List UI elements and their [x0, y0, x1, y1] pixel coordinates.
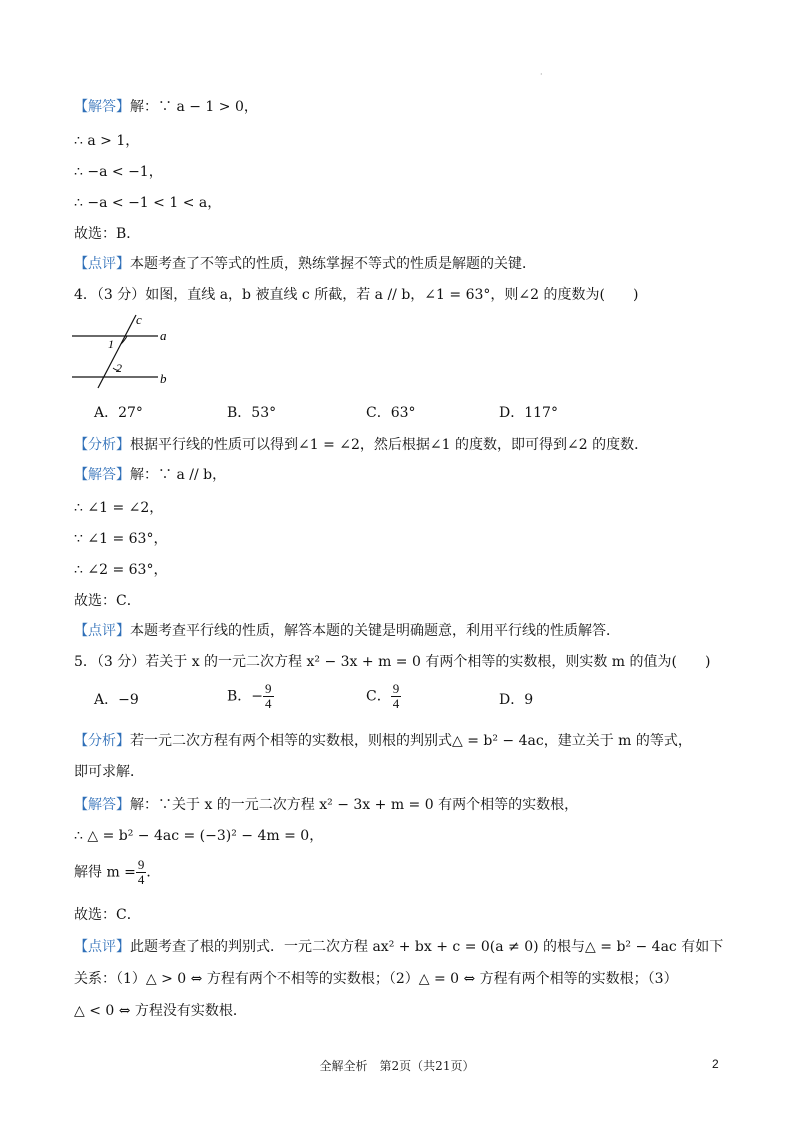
q5-review-line-1 — [74, 937, 723, 957]
q4-answer-line-3: ∵ ∠1 = 63°， — [74, 531, 168, 547]
q5-option-a: A．−9 — [94, 692, 139, 708]
header-mark: · — [540, 70, 543, 79]
q5-answer-text: 解：∵关于 x 的一元二次方程 x² − 3x + m = 0 有两个相等的实数根， — [130, 797, 579, 813]
q5-analysis-line-2: 即可求解． — [74, 764, 144, 780]
q4-review-text: 本题考查平行线的性质，解答本题的关键是明确题意，利用平行线的性质解答． — [130, 623, 620, 639]
fraction-numerator: 9 — [265, 681, 272, 696]
fraction — [136, 858, 147, 887]
q5-option-c — [366, 682, 401, 711]
label-2: 2 — [116, 361, 122, 375]
q3-answer-line-3: ∴ −a < −1， — [74, 164, 163, 180]
q4-answer-line-2: ∴ ∠1 = ∠2， — [74, 500, 164, 516]
fraction-numerator: 9 — [392, 681, 400, 696]
q5-review-line-3: △ < 0 ⇔ 方程没有实数根． — [74, 1003, 247, 1019]
q5-solve-prefix: 解得 m = — [74, 864, 136, 881]
q4-parallel-lines-figure — [70, 310, 180, 390]
label-a: a — [160, 328, 167, 343]
q5-review-line-2: 关系：（1）△ > 0 ⇔ 方程有两个不相等的实数根；（2）△ = 0 ⇔ 方程有两个相等的实数根；（3） — [74, 971, 678, 987]
fraction — [391, 682, 402, 711]
q5-answer-line-2: ∴ △ = b² − 4ac = (−3)² − 4m = 0， — [74, 828, 324, 844]
fraction-denominator: 4 — [392, 696, 400, 711]
fraction-denominator: 4 — [137, 872, 145, 887]
q3-answer-text: 解：∵ a − 1 > 0， — [130, 99, 258, 115]
q4-option-b: B．53° — [227, 405, 277, 421]
q3-answer-line-4: ∴ −a < −1 < 1 < a， — [74, 195, 222, 211]
q4-analysis-text: 根据平行线的性质可以得到∠1 = ∠2，然后根据∠1 的度数，即可得到∠2 的度数． — [130, 437, 649, 453]
page-footer: 全解全析 第2页（共21页） — [319, 1059, 475, 1073]
analysis-tag: 【分析】 — [74, 733, 130, 749]
q3-choice: 故选：B． — [74, 226, 141, 242]
q4-analysis-line — [74, 435, 648, 455]
q5-analysis-line-1 — [74, 731, 692, 751]
label-b: b — [160, 371, 167, 386]
q5-stem: 5．（3 分）若关于 x 的一元二次方程 x² − 3x + m = 0 有两个相等的实数根，则实数 m 的值为( ) — [74, 654, 711, 670]
page-number: 2 — [712, 1057, 719, 1071]
fraction-denominator: 4 — [265, 696, 272, 711]
answer-tag: 【解答】 — [74, 467, 130, 483]
review-tag: 【点评】 — [74, 939, 130, 955]
q5-solve-suffix: ． — [146, 864, 161, 881]
fraction-numerator: 9 — [137, 857, 145, 872]
q5-answer-line-3 — [74, 858, 160, 887]
q3-review-text: 本题考查了不等式的性质，熟练掌握不等式的性质是解题的关键． — [130, 256, 536, 272]
q4-stem: 4．（3 分）如图，直线 a，b 被直线 c 所截，若 a // b，∠1 = 63°，则∠2 的度数为( ) — [74, 287, 639, 303]
review-tag: 【点评】 — [74, 256, 130, 272]
q4-review-line — [74, 621, 620, 641]
q4-answer-text: 解：∵ a // b， — [130, 467, 227, 483]
q3-review-line — [74, 254, 536, 274]
q5-option-b-prefix: B．− — [227, 688, 264, 705]
q4-option-a: A．27° — [94, 405, 143, 421]
analysis-tag: 【分析】 — [74, 437, 130, 453]
q5-analysis-text: 若一元二次方程有两个相等的实数根，则根的判别式△ = b² − 4ac，建立关于 m 的等式， — [130, 733, 692, 749]
q4-option-d: D．117° — [499, 405, 558, 421]
q3-answer-line-1 — [74, 97, 258, 117]
q5-choice: 故选：C． — [74, 907, 141, 923]
q5-review-text: 此题考查了根的判别式．一元二次方程 ax² + bx + c = 0(a ≠ 0) 的根与△ = b² − 4ac 有如下 — [130, 939, 724, 955]
answer-tag: 【解答】 — [74, 797, 130, 813]
q5-option-d: D．9 — [499, 692, 534, 708]
q3-answer-line-2: ∴ a > 1， — [74, 133, 140, 149]
q4-answer-line-4: ∴ ∠2 = 63°， — [74, 562, 168, 578]
label-1: 1 — [108, 337, 114, 351]
q5-option-b — [227, 682, 274, 711]
review-tag: 【点评】 — [74, 623, 130, 639]
q4-choice: 故选：C． — [74, 593, 141, 609]
fraction — [263, 682, 274, 711]
q5-answer-line-1 — [74, 795, 578, 815]
q5-option-c-prefix: C． — [366, 688, 391, 705]
q4-answer-line-1 — [74, 465, 226, 485]
q4-option-c: C．63° — [366, 405, 416, 421]
answer-tag: 【解答】 — [74, 99, 130, 115]
label-c: c — [136, 312, 142, 327]
